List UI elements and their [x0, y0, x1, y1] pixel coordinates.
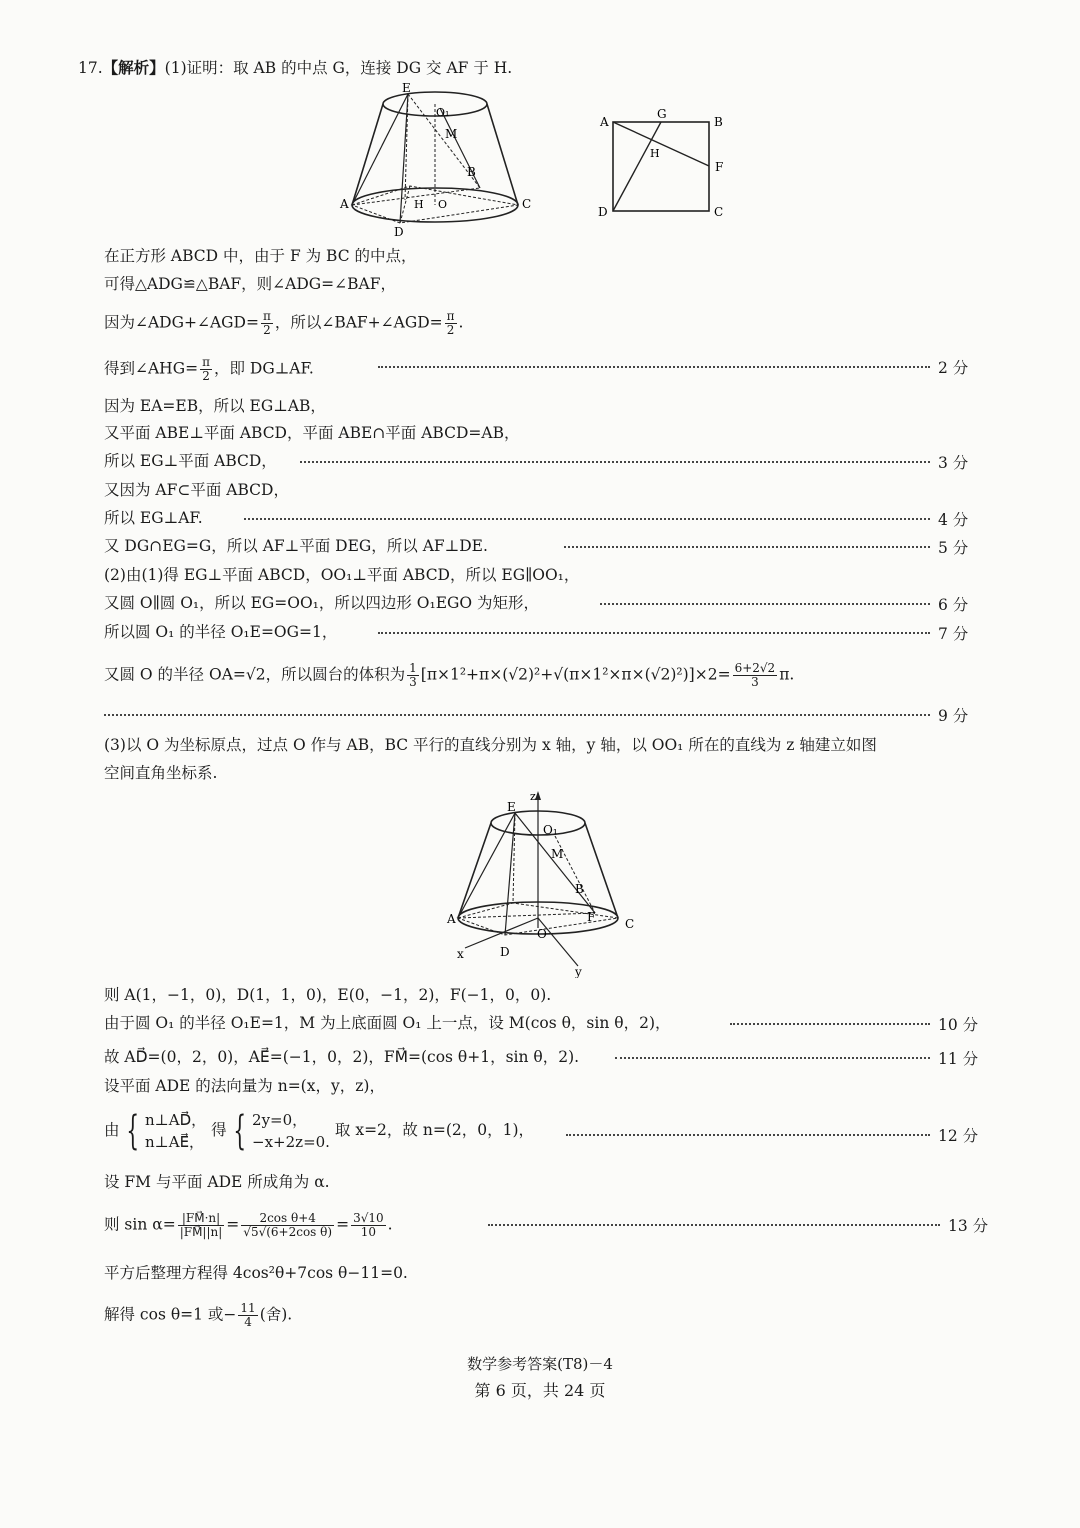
part1-line3: 因为∠ADG+∠AGD= $\frac{\pi}{2}$ ，所以∠BAF+∠AGD= $\frac{\pi}{2}$ . — [104, 309, 464, 337]
part3-line1: (3)以 O 为坐标原点，过点 O 作与 AB，BC 平行的直线分别为 x 轴，y 轴，以 OO₁ 所在的直线为 z 轴建立如图 — [104, 736, 877, 754]
part2-line3: 所以圆 O₁ 的半径 O₁E=OG=1， — [104, 623, 338, 641]
part3b-line5: 由 { n⊥AD⃗， n⊥AE⃗， 得 { 2y=0， −x+2z=0. 取 x=2，故 n=(2，0，1)， — [104, 1108, 534, 1154]
leader-dots — [378, 366, 930, 368]
part1-line4: 得到∠AHG= $\frac{\pi}{2}$ ，即 DG⊥AF. — [104, 355, 314, 383]
fig1-label-B: B — [467, 165, 476, 179]
leader-dots — [488, 1224, 940, 1226]
part3b-line6: 设 FM 与平面 ADE 所成角为 α. — [104, 1173, 330, 1191]
leader-dots — [615, 1057, 930, 1059]
part1-line5: 因为 EA=EB，所以 EG⊥AB， — [104, 397, 326, 415]
frac-one-third: $\frac{1}{3}$ — [409, 661, 417, 689]
fig1-label-C: C — [522, 197, 532, 211]
part3b-line8: 平方后整理方程得 4cos²θ+7cos θ−11=0. — [104, 1264, 408, 1282]
footer-reference: 数学参考答案(T8)－4 — [467, 1355, 613, 1373]
score-7: 7 分 — [938, 625, 969, 643]
fig2-label-H: H — [650, 147, 660, 160]
score-3: 3 分 — [938, 454, 969, 472]
part3b-line3: 故 AD⃗=(0，2，0)，AE⃗=(−1，0，2)，FM⃗=(cos θ+1，sin θ，2). — [104, 1048, 580, 1066]
score-11: 11 分 — [938, 1050, 979, 1068]
fig1-label-D: D — [394, 225, 404, 239]
part2-line1: (2)由(1)得 EG⊥平面 ABCD，OO₁⊥平面 ABCD，所以 EG∥OO₁， — [104, 566, 580, 584]
part3b-line9: 解得 cos θ=1 或− $\frac{11}{4}$ (舍). — [104, 1301, 293, 1329]
fig3-label-O1: O₁ — [543, 823, 558, 837]
frac-pi-over-2: $\frac{\pi}{2}$ — [262, 309, 271, 337]
figure-frustum-coords — [445, 788, 645, 978]
score-6: 6 分 — [938, 596, 969, 614]
score-13: 13 分 — [948, 1217, 989, 1235]
fig1-label-M: M — [445, 127, 458, 141]
frac-volume: $\frac{6+2√2}{3}$ — [734, 661, 776, 689]
fig1-label-H: H — [414, 198, 424, 211]
part1-intro: (1)证明：取 AB 的中点 G，连接 DG 交 AF 于 H. — [164, 59, 513, 77]
fig3-label-F: F — [587, 910, 596, 924]
fig3-label-A: A — [447, 912, 456, 926]
part3b-line4: 设平面 ADE 的法向量为 n=(x，y，z)， — [104, 1077, 385, 1095]
part3b-line7: 则 sin α= $\frac{|FM⃗\cdot n|}{|FM⃗||n|}$ = $\frac{\text{2cos θ+4}}{\text{√5√(6+2cos θ)}}$ = $\frac{3√10}{10}$ . — [104, 1211, 393, 1239]
fig3-label-C: C — [625, 917, 635, 931]
leader-dots — [104, 714, 930, 716]
leader-dots — [564, 546, 930, 548]
part1-line8: 又因为 AF⊂平面 ABCD， — [104, 481, 289, 499]
part1-line10: 又 DG∩EG=G，所以 AF⊥平面 DEG，所以 AF⊥DE. — [104, 537, 488, 555]
part1-line6: 又平面 ABE⊥平面 ABCD，平面 ABE∩平面 ABCD=AB， — [104, 424, 520, 442]
part1-line7: 所以 EG⊥平面 ABCD， — [104, 452, 277, 470]
leader-dots — [378, 632, 930, 634]
fig2-label-G: G — [657, 107, 667, 121]
score-12: 12 分 — [938, 1127, 979, 1145]
leader-dots — [566, 1134, 930, 1136]
frac-pi-over-2-b: $\frac{\pi}{2}$ — [446, 309, 455, 337]
question-number: 17. — [78, 59, 103, 77]
leader-dots — [244, 518, 930, 520]
part2-line4: 又圆 O 的半径 OA=√2，所以圆台的体积为 $\frac{1}{3}$ [π×1²+π×(√2)²+√(π×1²×π×(√2)²)]×2= $\frac{6+2√2}{3}$ π. — [104, 661, 795, 689]
fig3-label-D: D — [500, 945, 510, 959]
fig1-label-O1: O₁ — [436, 106, 450, 119]
fig2-label-B: B — [714, 115, 723, 129]
fig1-label-O: O — [438, 198, 448, 211]
equation-system: 2y=0， −x+2z=0. — [252, 1111, 330, 1151]
fig3-label-z: z — [530, 790, 536, 803]
fig3-label-O: O — [537, 927, 547, 941]
frac-pi-over-2-c: $\frac{\pi}{2}$ — [202, 355, 210, 383]
fig1-label-E: E — [402, 81, 411, 95]
part3-line2: 空间直角坐标系. — [104, 764, 218, 782]
part3b-line1: 则 A(1，−1，0)，D(1，1，0)，E(0，−1，2)，F(−1，0，0). — [104, 986, 552, 1004]
figure-square — [594, 105, 744, 223]
leader-dots — [730, 1023, 930, 1025]
score-9: 9 分 — [938, 707, 969, 725]
fig3-label-x: x — [457, 947, 464, 961]
part1-line1: 在正方形 ABCD 中，由于 F 为 BC 的中点， — [104, 247, 417, 265]
score-5: 5 分 — [938, 539, 969, 557]
fig3-label-E: E — [507, 800, 516, 814]
part3b-line2: 由于圆 O₁ 的半径 O₁E=1，M 为上底面圆 O₁ 上一点，设 M(cos θ，sin θ，2)， — [104, 1014, 671, 1032]
score-10: 10 分 — [938, 1016, 979, 1034]
fig1-label-A: A — [340, 197, 349, 211]
fig3-label-M: M — [551, 847, 564, 861]
fig2-label-A: A — [600, 115, 609, 129]
fig2-label-F: F — [715, 160, 724, 174]
condition-system: n⊥AD⃗， n⊥AE⃗， — [144, 1111, 207, 1151]
part1-line2: 可得△ADG≌△BAF，则∠ADG=∠BAF， — [104, 275, 396, 293]
figure-frustum-1 — [330, 80, 550, 240]
part2-line2: 又圆 O∥圆 O₁，所以 EG=OO₁，所以四边形 O₁EGO 为矩形， — [104, 594, 540, 612]
score-4: 4 分 — [938, 511, 969, 529]
fig2-label-D: D — [598, 205, 608, 219]
analysis-tag: 【解析】 — [102, 58, 165, 77]
fig2-label-C: C — [714, 205, 724, 219]
part1-line9: 所以 EG⊥AF. — [104, 509, 203, 527]
score-2: 2 分 — [938, 359, 969, 377]
fig3-label-y: y — [575, 965, 582, 978]
question-header — [78, 58, 512, 78]
leader-dots — [600, 603, 930, 605]
footer-page-number: 第 6 页，共 24 页 — [474, 1381, 606, 1400]
leader-dots — [300, 461, 930, 463]
fig3-label-B: B — [575, 882, 584, 896]
